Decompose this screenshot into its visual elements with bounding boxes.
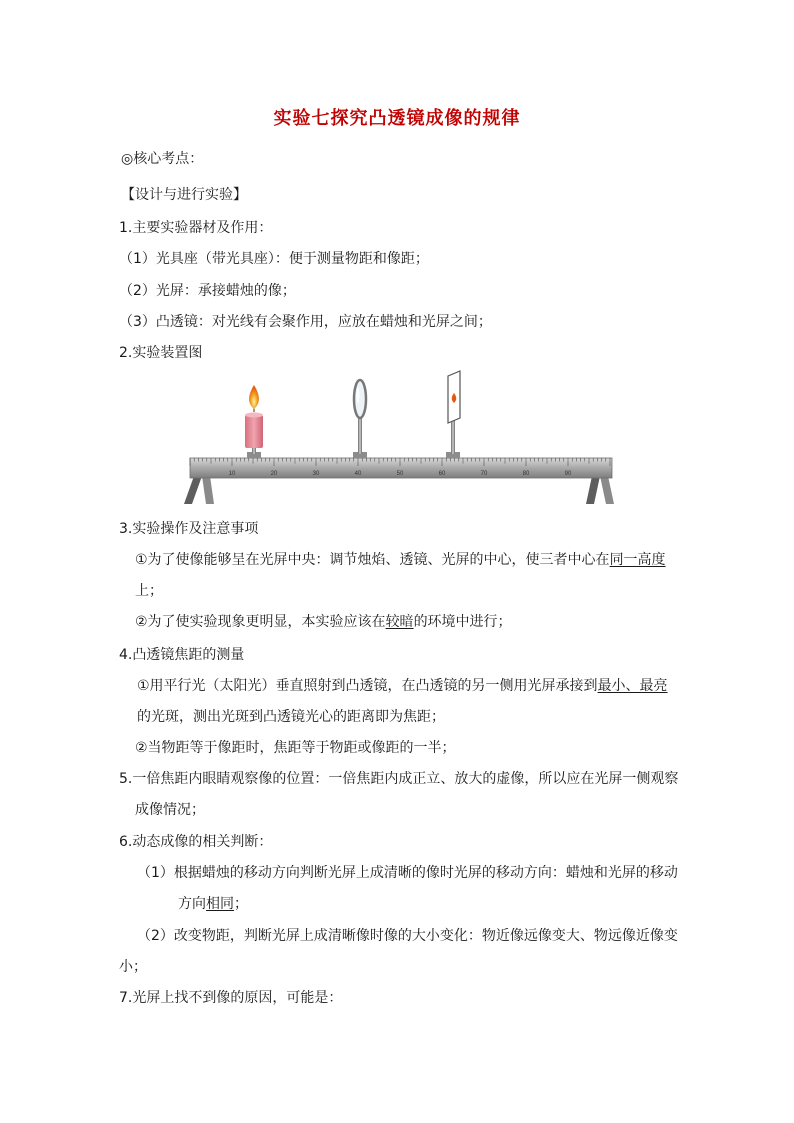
s3-para-2-text: ②为了使实验现象更明显，本实验应该在: [135, 614, 386, 630]
s5-line-1: 5.一倍焦距内眼睛观察像的位置：一倍焦距内成正立、放大的虚像，所以应在光屏一侧观察: [119, 771, 679, 787]
tick-label-40: 40: [354, 471, 362, 477]
convex-lens: [353, 380, 367, 458]
s3-para-2: [135, 613, 512, 631]
s3-para-2-underline: 较暗: [385, 614, 414, 630]
s4-para-1: [137, 677, 668, 695]
candle-flame: [249, 385, 259, 409]
s3-para-1-cont: 上；: [135, 583, 163, 599]
s1-item-2: （2）光屏：承接蜡烛的像；: [119, 283, 296, 299]
s6-para-2-cont: 小；: [119, 959, 147, 975]
tick-label-30: 30: [312, 471, 320, 477]
bench-leg-right: [586, 476, 614, 504]
tick-label-80: 80: [522, 471, 530, 477]
tick-label-70: 70: [480, 471, 488, 477]
s5-line-2: 成像情况；: [135, 802, 205, 818]
s3-heading: 3.实验操作及注意事项: [119, 521, 259, 537]
candle: [245, 385, 263, 458]
s3-para-1-underline: 同一高度: [609, 552, 666, 568]
tick-label-60: 60: [438, 471, 446, 477]
s4-para-1-cont: 的光斑，测出光斑到凸透镜光心的距离即为焦距；: [137, 709, 445, 725]
core-points-label: ◎核心考点：: [121, 151, 204, 167]
s6-para-1-end: ；: [234, 896, 248, 912]
s3-para-2-end: 的环境中进行；: [413, 614, 512, 630]
s4-heading: 4.凸透镜焦距的测量: [119, 647, 245, 663]
s6-para-1-underline: 相同: [206, 896, 234, 912]
s6-para-1-text: 方向: [178, 896, 206, 912]
tick-label-20: 20: [270, 471, 278, 477]
s6-heading: 6.动态成像的相关判断：: [119, 834, 273, 850]
s3-para-1: [135, 551, 666, 569]
document-title: 实验七探究凸透镜成像的规律: [273, 108, 521, 129]
bench-leg-left: [184, 476, 214, 504]
light-screen: [446, 371, 460, 458]
s4-para-2: ②当物距等于像距时，焦距等于物距或像距的一半；: [135, 740, 456, 756]
s6-para-2: （2）改变物距，判断光屏上成清晰像时像的大小变化：物近像远像变大、物远像近像变: [137, 928, 678, 944]
s1-item-3: （3）凸透镜：对光线有会聚作用，应放在蜡烛和光屏之间；: [119, 314, 492, 330]
s4-para-1-underline: 最小、最亮: [597, 678, 668, 694]
s6-para-1: （1）根据蜡烛的移动方向判断光屏上成清晰的像时光屏的移动方向：蜡烛和光屏的移动: [137, 865, 678, 881]
s1-heading: 1.主要实验器材及作用：: [119, 220, 273, 236]
tick-label-10: 10: [228, 471, 236, 477]
s6-para-1-cont: [178, 895, 248, 913]
s4-para-1-text: ①用平行光（太阳光）垂直照射到凸透镜，在凸透镜的另一侧用光屏承接到: [137, 678, 598, 694]
s1-item-1: （1）光具座（带光具座）：便于测量物距和像距；: [119, 251, 429, 267]
s7-heading: 7.光屏上找不到像的原因，可能是：: [119, 990, 343, 1006]
tick-label-90: 90: [564, 471, 572, 477]
section-heading: 【设计与进行实验】: [121, 187, 247, 203]
s3-para-1-text: ①为了使像能够呈在光屏中央：调节烛焰、透镜、光屏的中心，使三者中心在: [135, 552, 610, 568]
tick-label-50: 50: [396, 471, 404, 477]
optical-bench-diagram: [180, 368, 620, 508]
s2-heading: 2.实验装置图: [119, 345, 203, 361]
